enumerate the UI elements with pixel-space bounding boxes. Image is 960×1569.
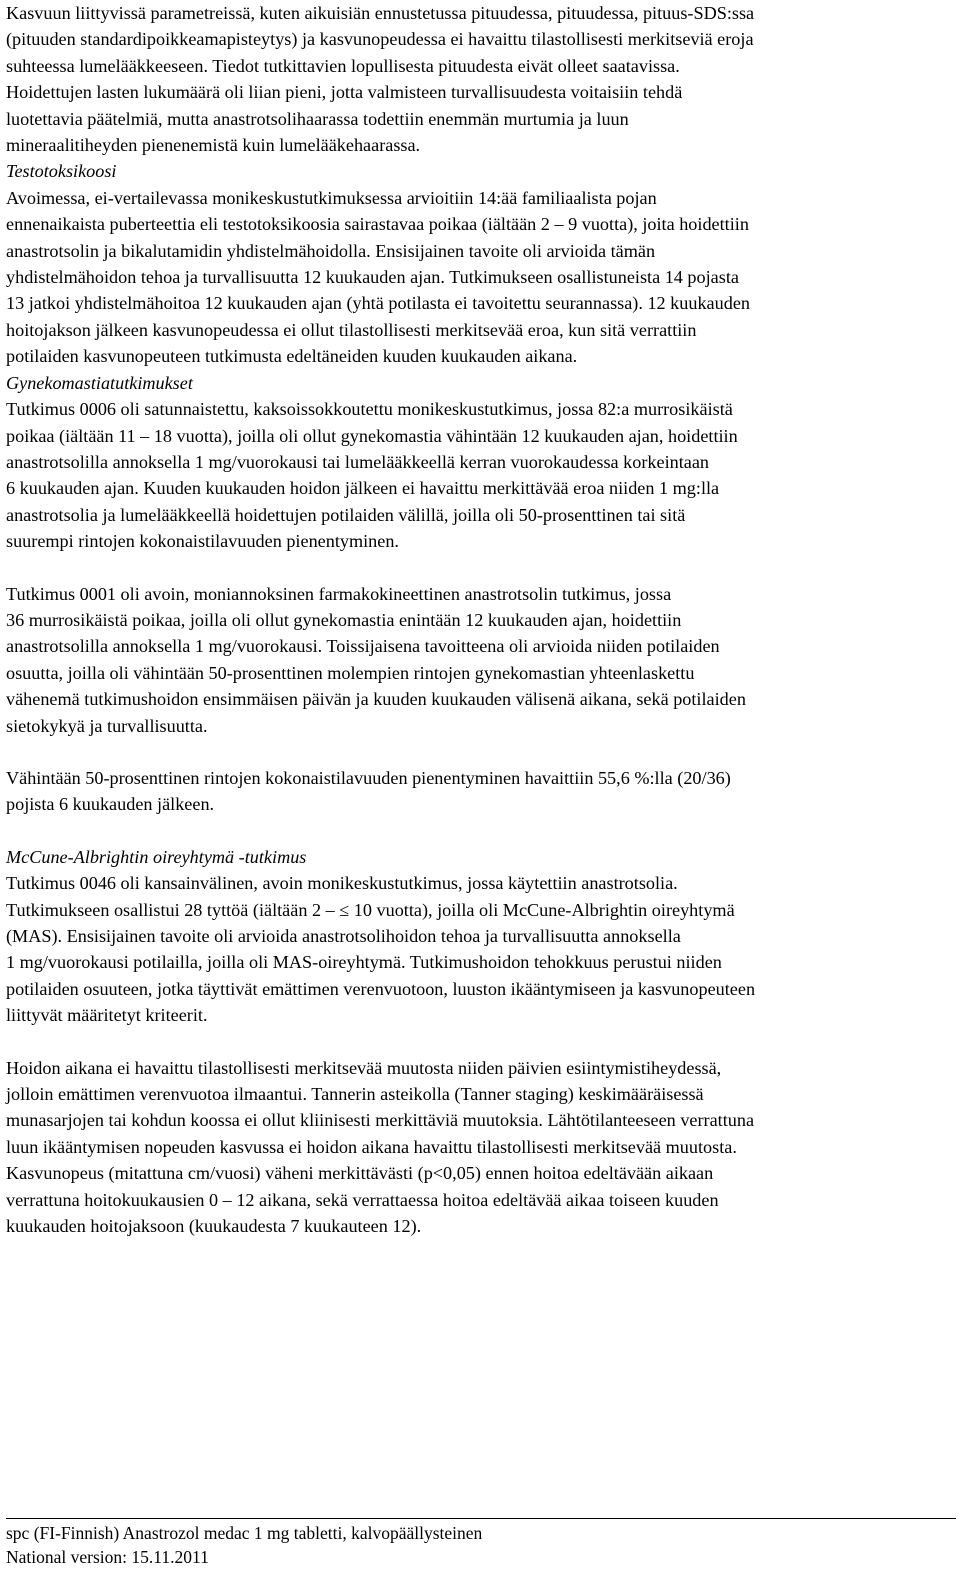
footer-product-line: spc (FI-Finnish) Anastrozol medac 1 mg tabletti, kalvopäällysteinen	[6, 1523, 483, 1543]
footer-version-line: National version: 15.11.2011	[6, 1547, 209, 1567]
body-paragraph: Avoimessa, ei-vertailevassa monikeskustutkimuksessa arvioitiin 14:ää familiaalista pojan ennenaikaista puberteettia eli testotoksikoosia sairastavaa poikaa (iältään 2 – 9 vuotta), joita hoidettiin anastrotsolin ja bikalutamidin yhdistelmähoidolla. Ensisijainen tavoite oli arvioida tämän yhdistelmähoidon tehoa ja turvallisuutta 12 kuukauden ajan. Tutkimukseen osallistuneista 14 pojasta 13 jatkoi yhdistelmähoitoa 12 kuukauden ajan (yhtä potilasta ei tavoitettu seurannassa). 12 kuukauden hoitojakson jälkeen kasvunopeudessa ei ollut tilastollisesti merkitsevää eroa, kun sitä verrattiin potilaiden kasvunopeuteen tutkimusta edeltäneiden kuuden kuukauden aikana.	[6, 187, 750, 367]
section-heading: Gynekomastiatutkimukset	[6, 372, 193, 393]
section-heading: McCune-Albrightin oireyhtymä -tutkimus	[6, 846, 307, 867]
body-paragraph: Vähintään 50-prosenttinen rintojen kokonaistilavuuden pienentyminen havaittiin 55,6 %:lla (20/36) pojista 6 kuukauden jälkeen.	[6, 767, 731, 815]
document-body	[6, 0, 956, 1239]
body-paragraph: Tutkimus 0046 oli kansainvälinen, avoin monikeskustutkimus, jossa käytettiin anastrotsolia. Tutkimukseen osallistui 28 tyttöä (iältään 2 – ≤ 10 vuotta), joilla oli McCune-Albrightin oireyhtymä (MAS). Ensisijainen tavoite oli arvioida anastrotsolihoidon tehoa ja turvallisuutta annoksella 1 mg/vuorokausi potilailla, joilla oli MAS-oireyhtymä. Tutkimushoidon tehokkuus perustui niiden potilaiden osuuteen, jotka täyttivät emättimen verenvuotoon, luuston ikääntymiseen ja kasvunopeuteen liittyvät määritetyt kriteerit.	[6, 873, 756, 1026]
paragraph-spacer	[6, 1029, 956, 1055]
page-footer	[6, 1518, 956, 1569]
body-paragraph: Tutkimus 0001 oli avoin, moniannoksinen farmakokineettinen anastrotsolin tutkimus, jossa 36 murrosikäistä poikaa, joilla oli ollut gynekomastia enintään 12 kuukauden ajan, hoidettiin anastrotsolilla annoksella 1 mg/vuorokausi. Toissijaisena tavoitteena oli arvioida niiden potilaiden osuutta, joilla oli vähintään 50-prosenttinen molempien rintojen gynekomastian yhteenlaskettu vähenemä tutkimushoidon ensimmäisen päivän ja kuuden kuukauden välisenä aikana, sekä potilaiden sietokykyä ja turvallisuutta.	[6, 583, 746, 736]
section-heading: Testotoksikoosi	[6, 161, 117, 182]
paragraph-spacer	[6, 739, 956, 765]
paragraph-spacer	[6, 555, 956, 581]
body-paragraph: Hoidon aikana ei havaittu tilastollisesti merkitsevää muutosta niiden päivien esiintymistiheydessä, jolloin emättimen verenvuotoa ilmaantui. Tannerin asteikolla (Tanner staging) keskimääräisessä munasarjojen tai kohdun koossa ei ollut kliinisesti merkittäviä muutoksia. Lähtötilanteeseen verrattuna luun ikääntymisen nopeuden kasvussa ei hoidon aikana havaittu tilastollisesti merkitsevää muutosta. Kasvunopeus (mitattuna cm/vuosi) väheni merkittävästi (p<0,05) ennen hoitoa edeltävään aikaan verrattuna hoitokuukausien 0 – 12 aikana, sekä verrattaessa hoitoa edeltävää aikaa toiseen kuuden kuukauden hoitojaksoon (kuukaudesta 7 kuukauteen 12).	[6, 1057, 755, 1237]
body-paragraph: Kasvuun liittyvissä parametreissä, kuten aikuisiän ennustetussa pituudessa, pituudessa, pituus-SDS:ssa (pituuden standardipoikkeamapisteytys) ja kasvunopeudessa ei havaittu tilastollisesti merkitseviä eroja suhteessa lumelääkkeeseen. Tiedot tutkittavien lopullisesta pituudesta eivät olleet saatavissa. Hoidettujen lasten lukumäärä oli liian pieni, jotta valmisteen turvallisuudesta voitaisiin tehdä luotettavia päätelmiä, mutta anastrotsolihaarassa todettiin enemmän murtumia ja luun mineraalitiheyden pienenemistä kuin lumelääkehaarassa.	[6, 3, 755, 156]
paragraph-spacer	[6, 818, 956, 844]
body-paragraph: Tutkimus 0006 oli satunnaistettu, kaksoissokkoutettu monikeskustutkimus, jossa 82:a murrosikäistä poikaa (iältään 11 – 18 vuotta), joilla oli ollut gynekomastia vähintään 12 kuukauden ajan, hoidettiin anastrotsolilla annoksella 1 mg/vuorokausi tai lumelääkkeellä kerran vuorokaudessa korkeintaan 6 kuukauden ajan. Kuuden kuukauden hoidon jälkeen ei havaittu merkittävää eroa niiden 1 mg:lla anastrotsolia ja lumelääkkeellä hoidettujen potilaiden välillä, joilla oli 50-prosenttinen tai sitä suurempi rintojen kokonaistilavuuden pienentyminen.	[6, 399, 738, 552]
